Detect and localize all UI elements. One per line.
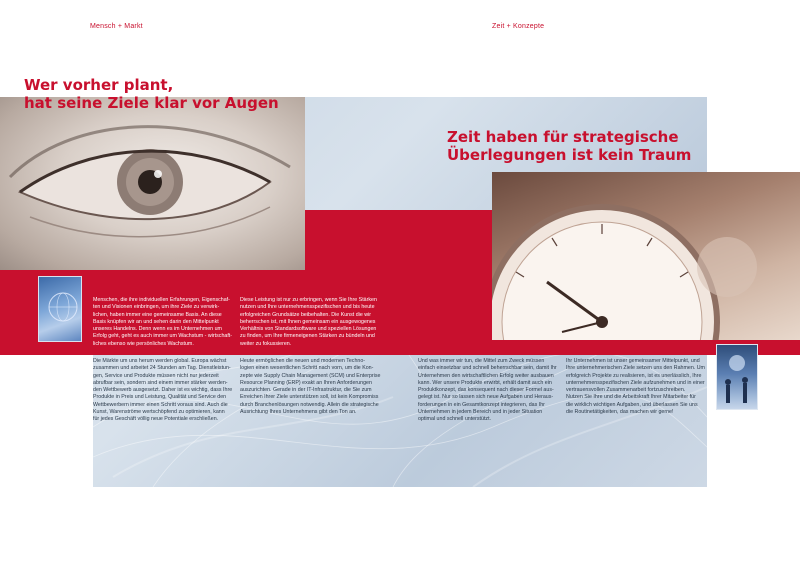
section-label-left: Mensch + Markt [90, 23, 143, 30]
text-line: lichen, haben immer eine gemeinsame Basis. An diese [93, 311, 222, 318]
column-1-red-text [93, 297, 233, 348]
text-line: vertrauensvollen Zusammenarbeit fortzuschreiben. [566, 387, 686, 394]
text-line: Verhältnis von Standardsoftware und speziellen Lösungen [240, 326, 377, 333]
text-line: auszurichten. Gerade in der IT-Infrastruktur, die Sie zum [240, 387, 372, 394]
text-line: Die Märkte um uns herum werden global. Europa wächst [93, 358, 227, 364]
text-line: Nutzen Sie Ihre und die Arbeitskraft Ihrer Mitarbeiter für [566, 394, 696, 401]
text-line: ten und Visionen einbringen, um ihre Ziele zu verwirk- [93, 304, 220, 311]
text-line: Ihre unternehmerischen Ziele setzen uns den Rahmen. Um [566, 365, 705, 372]
text-line: Erreichen Ihrer Ziele unterstützen soll, ist kein Kompromiss [240, 394, 379, 401]
column-1-blue-text [93, 358, 233, 424]
globe-image-left [38, 276, 82, 342]
text-line: zu finden, um Ihre firmeneigenen Stärken zu bündeln und [240, 333, 375, 340]
text-line: nutzen und Ihre unternehmensspezifischen und bis heute [240, 304, 375, 311]
text-line: erfolgreich Projekte zu realisieren, ist es unerlässlich, Ihre [566, 372, 702, 379]
headline-right-line1: Zeit haben für strategische [447, 128, 679, 146]
text-line: erfolgreichen Grundsätze beibehalten. Die Kunst die wir [240, 311, 372, 318]
text-line: Wettbewerbern immer einen Schritt voraus sind. Auch die [93, 401, 228, 408]
headline-left-line1: Wer vorher plant, [24, 76, 174, 94]
text-line: kann. Wer unsere Produkte erwirbt, erhält damit auch ein [418, 379, 552, 386]
text-line: einfach einsetzbar und schnell beherrschbar sein, damit Ihr [418, 365, 557, 372]
text-line: unseres Handelns. Denn wenn es im Unternehmen um [93, 326, 222, 333]
headline-right-line2: Überlegungen ist kein Traum [447, 146, 692, 164]
headline-left [24, 76, 279, 112]
text-line: Produkte in Preis und Leistung, Qualität und Service den [93, 394, 227, 401]
text-line: Produktkonzept, das konsequent nach dieser Formel aus- [418, 387, 554, 394]
text-line: liches ebenso wie persönliches Wachstum. [93, 340, 194, 347]
text-line: Resource Planning (ERP) exakt an Ihren Anforderungen [240, 379, 372, 386]
text-line: Unternehmen in jedem Bereich und in jeder Situation [418, 409, 543, 416]
text-line: beherrschen ist, mit Ihnen gemeinsam ein ausgewogenes [240, 318, 376, 325]
text-line: den Wettbewerb ausgesetzt. Daher ist es wichtig, dass Ihre [93, 387, 233, 394]
headline-right [447, 128, 691, 164]
column-4-text [566, 358, 706, 416]
text-line: forderungen in ein Gesamtkonzept integrieren, das Ihr [418, 401, 545, 408]
headline-left-line2: hat seine Ziele klar vor Augen [24, 94, 279, 112]
text-line: Erfolg geht, geht es auch immer um Wachstum - wirtschaft- [93, 333, 233, 340]
text-line: zusammen und arbeitet 24 Stunden am Tag. Dienstleistun- [93, 365, 231, 372]
column-3-text [418, 358, 558, 424]
text-line: die wirklich wichtigen Aufgaben, und überlassen Sie uns [566, 401, 698, 408]
text-line: Menschen, die ihre individuellen Erfahrungen, Eigenschaf- [93, 297, 230, 303]
column-2-blue-text [240, 358, 380, 416]
text-line: für jedes Geschäft völlig neue Potentiale erschließen. [93, 416, 219, 423]
text-line: Heute ermöglichen die neuen und modernen Techno- [240, 358, 366, 364]
text-line: zepte wie Supply Chain Management (SCM) und Enterprise [240, 372, 381, 379]
section-label-right: Zeit + Konzepte [492, 23, 545, 30]
stopwatch-photo [492, 172, 800, 340]
text-line: gelegt ist. Nur so lassen sich neue Aufgaben und Heraus- [418, 394, 554, 401]
text-line: Kunst, Warenströme wertschöpfend zu optimieren, kann [93, 409, 225, 416]
eye-photo [0, 97, 305, 270]
text-line: durch Branchenlösungen notwendig. Allein die strategische [240, 401, 379, 408]
text-line: Unternehmen den wirtschaftlichen Erfolg weiter ausbauen [418, 372, 554, 379]
text-line: Und was immer wir tun, die Mittel zum Zweck müssen [418, 358, 545, 364]
red-band-right [492, 340, 707, 355]
text-line: gen, Service und Produkte müssen nicht nur jederzeit [93, 372, 219, 379]
team-image-right [716, 344, 758, 410]
text-line: Diese Leistung ist nur zu erbringen, wenn Sie Ihre Stärken [240, 297, 377, 303]
text-line: Ihr Unternehmen ist unser gemeinsamer Mittelpunkt, und [566, 358, 700, 364]
text-line: unternehmensspezifischen Ziele aufzunehmen und in einer [566, 379, 705, 386]
text-line: Basis knüpfen wir an und sehen darin den Mittelpunkt [93, 318, 219, 325]
text-line: weiter zu fokussieren. [240, 340, 292, 347]
text-line: die Routinetätigkeiten, das machen wir gerne! [566, 409, 674, 416]
column-2-red-text [240, 297, 380, 348]
text-line: Ausrichtung Ihres Unternehmens gibt den Ton an. [240, 409, 357, 416]
text-line: optimal und schnell unterstützt. [418, 416, 492, 423]
text-line: abrufbar sein, sondern sind einem immer stärker werden- [93, 379, 228, 386]
text-line: logien einen wesentlichen Schritt nach vorn, um die Kon- [240, 365, 374, 372]
